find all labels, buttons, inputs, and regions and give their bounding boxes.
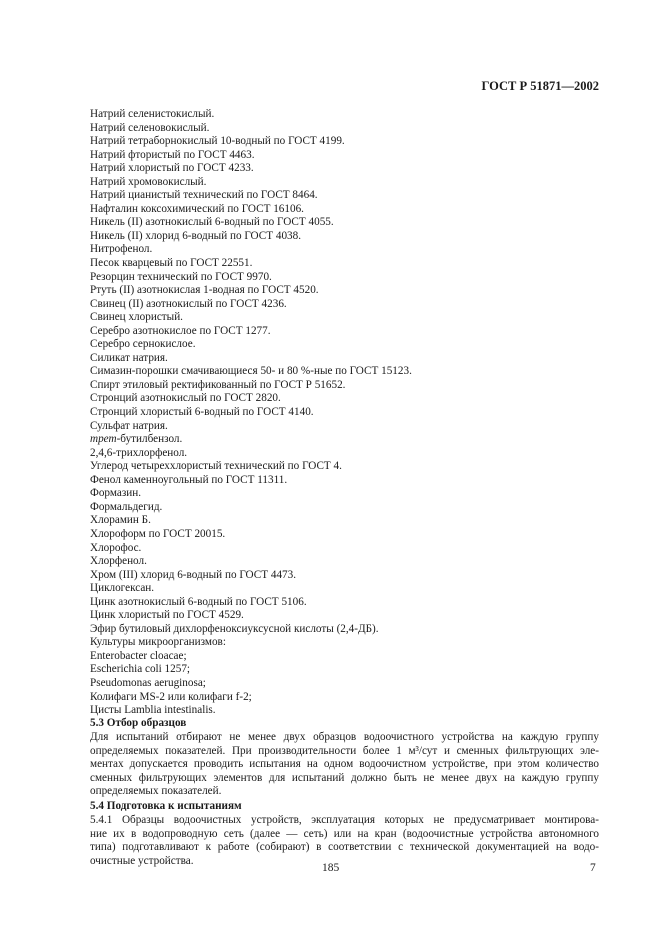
list-item: Натрий хлористый по ГОСТ 4233. (90, 162, 254, 175)
list-item: Углерод четыреххлористый технический по ГОСТ 4. (90, 460, 342, 473)
list-item: Сульфат натрия. (90, 419, 168, 432)
list-item: Натрий селеновокислый. (90, 121, 210, 134)
list-item: Серебро азотнокислое по ГОСТ 1277. (90, 324, 271, 337)
paragraph-line: определяемых показателей. (90, 785, 222, 798)
list-item: Цинк азотнокислый 6-водный по ГОСТ 5106. (90, 595, 307, 608)
list-item: Резорцин технический по ГОСТ 9970. (90, 270, 272, 283)
list-item: Escherichia coli 1257; (90, 663, 191, 676)
paragraph-line: очистные устройства. (90, 854, 194, 867)
list-item: Циклогексан. (90, 582, 155, 595)
list-item: Ртуть (II) азотнокислая 1-водная по ГОСТ 4520. (90, 284, 319, 297)
list-item: Песок кварцевый по ГОСТ 22551. (90, 257, 253, 270)
list-item: Хром (III) хлорид 6-водный по ГОСТ 4473. (90, 568, 297, 581)
list-item: Никель (II) азотнокислый 6-водный по ГОСТ 4055. (90, 216, 334, 229)
document-header: ГОСТ Р 51871—2002 (481, 79, 599, 93)
list-item: Хлороформ по ГОСТ 20015. (90, 527, 226, 540)
list-item: Нафталин коксохимический по ГОСТ 16106. (90, 202, 304, 215)
section-5-4-body (90, 814, 599, 868)
list-item: Натрий тетраборнокислый 10-водный по ГОСТ 4199. (90, 135, 345, 148)
list-item: Симазин-порошки смачивающиеся 50- и 80 %-ные по ГОСТ 15123. (90, 365, 412, 378)
paragraph-line: типа) подготавливают к работе (собирают) в соответствии с технической документацией на водо- (90, 841, 599, 854)
list-item: Серебро сернокислое. (90, 338, 196, 351)
section-5-3-body (90, 731, 599, 799)
footer-center-number: 185 (322, 862, 340, 874)
reagent-list (90, 108, 610, 718)
list-item: Хлорамин Б. (90, 514, 151, 527)
list-item: Формальдегид. (90, 500, 163, 513)
section-5-4-heading: 5.4 Подготовка к испытаниям (90, 800, 242, 812)
list-item: Нитрофенол. (90, 243, 153, 256)
list-item: Стронций азотнокислый по ГОСТ 2820. (90, 392, 281, 405)
paragraph-line: Для испытаний отбирают не менее двух образцов водоочистного устройства на каждую группу (90, 731, 599, 743)
list-item: Натрий хромовокислый. (90, 175, 207, 188)
list-item: Хлорфенол. (90, 555, 147, 568)
list-item: Фенол каменноугольный по ГОСТ 11311. (90, 473, 288, 486)
list-item: Колифаги MS-2 или колифаги f-2; (90, 690, 252, 703)
list-item: 2,4,6-трихлорфенол. (90, 446, 188, 459)
paragraph-line: определяемых показателей. При производительности более 1 м³/сут и сменных фильтрующих эле- (90, 744, 599, 757)
page-number: 7 (590, 862, 596, 874)
paragraph-line: 5.4.1 Образцы водоочистных устройств, эксплуатация которых не предусматривает монтирова- (90, 814, 599, 826)
list-item: Натрий фтористый по ГОСТ 4463. (90, 148, 255, 161)
list-item: Эфир бутиловый дихлорфеноксиуксусной кислоты (2,4-ДБ). (90, 622, 379, 635)
list-item: Хлорофос. (90, 541, 142, 554)
list-item: Натрий селенистокислый. (90, 108, 215, 120)
paragraph-line: сменных фильтрующих элементов для испытаний должно быть не менее двух на каждую группу (90, 771, 599, 784)
section-5-3-heading: 5.3 Отбор образцов (90, 717, 187, 729)
list-item: Стронций хлористый 6-водный по ГОСТ 4140. (90, 406, 314, 419)
list-item: трет-бутилбензол. (90, 433, 183, 446)
paragraph-line: ние их в водопроводную сеть (далее — сеть) или на кран (водоочистные устройства автономного (90, 827, 599, 840)
list-item: Никель (II) хлорид 6-водный по ГОСТ 4038. (90, 229, 302, 242)
list-item: Цинк хлористый по ГОСТ 4529. (90, 609, 244, 622)
list-item: Силикат натрия. (90, 351, 168, 364)
list-item: Культуры микроорганизмов: (90, 636, 226, 649)
list-item: Свинец (II) азотнокислый по ГОСТ 4236. (90, 297, 287, 310)
list-item: Цисты Lamblia intestinalis. (90, 704, 216, 717)
list-item: Натрий цианистый технический по ГОСТ 8464. (90, 189, 318, 202)
list-item: Формазин. (90, 487, 142, 500)
list-item: Свинец хлористый. (90, 311, 183, 324)
paragraph-line: ментах допускается проводить испытания на одном водоочистном устройстве, при этом количество (90, 758, 599, 771)
list-item: Enterobacter cloacae; (90, 649, 187, 662)
list-item: Спирт этиловый ректификованный по ГОСТ Р 51652. (90, 378, 346, 391)
list-item: Pseudomonas aeruginosa; (90, 676, 206, 689)
